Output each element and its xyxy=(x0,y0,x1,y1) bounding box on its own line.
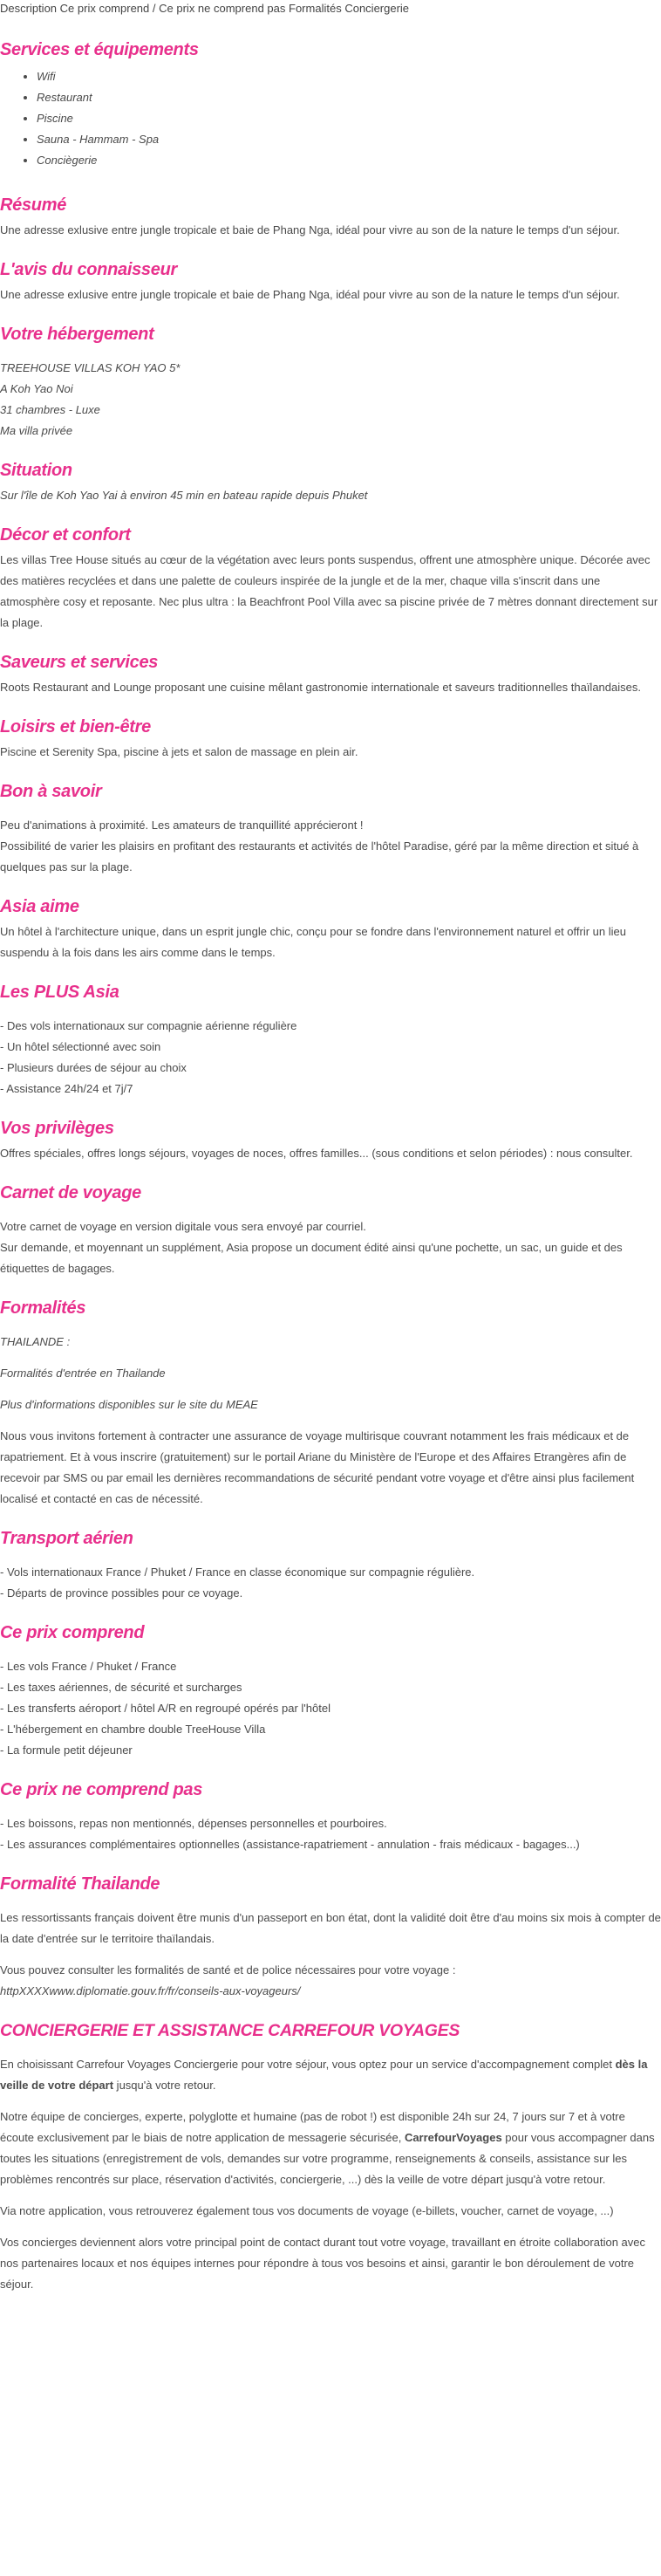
service-item: • Sauna - Hammam - Spa xyxy=(37,129,661,150)
service-item: • Restaurant xyxy=(37,87,661,108)
conciergerie-app-name: CarrefourVoyages xyxy=(404,2131,502,2144)
transport-item: - Départs de province possibles pour ce voyage. xyxy=(0,1586,243,1600)
plus-item: - Plusieurs durées de séjour au choix xyxy=(0,1061,187,1074)
avis-text: Une adresse exlusive entre jungle tropicale et baie de Phang Nga, idéal pour vivre au son de la nature le temps d'un séjour. xyxy=(0,288,620,301)
bon-a-savoir-line: Peu d'animations à proximité. Les amateurs de tranquillité apprécieront ! xyxy=(0,819,364,832)
asia-aime-text: Un hôtel à l'architecture unique, dans un esprit jungle chic, conçu pour se fondre dans l'environnement naturel et offrir un lieu suspendu à la fois dans les airs comme dans le temps. xyxy=(0,925,626,959)
service-item: • Piscine xyxy=(37,108,661,129)
tab-separator: / xyxy=(152,2,156,15)
plus-item: - Assistance 24h/24 et 7j/7 xyxy=(0,1082,133,1095)
comprend-item: - Les taxes aériennes, de sécurité et surcharges xyxy=(0,1681,242,1694)
resume-text: Une adresse exlusive entre jungle tropicale et baie de Phang Nga, idéal pour vivre au son de la nature le temps d'un séjour. xyxy=(0,223,620,236)
conciergerie-p4: Vos concierges deviennent alors votre principal point de contact durant tout votre voyage, travaillant en étroite collaboration avec nos partenaires locaux et nos équipes internes pour répondre à tous vos besoins et ainsi, garantir le bon déroulement de votre séjour. xyxy=(0,2236,645,2291)
formalite-thailande-text: Les ressortissants français doivent être munis d'un passeport en bon état, dont la validité doit être d'au moins six mois à compter de la date d'entrée sur le territoire thaïlandais. xyxy=(0,1911,661,1945)
tab-ce-prix-ne-comprend-pas[interactable]: Ce prix ne comprend pas xyxy=(159,2,286,15)
tab-ce-prix-comprend[interactable]: Ce prix comprend xyxy=(59,2,150,15)
conciergerie-p2-text: Notre équipe de concierges, experte, polyglotte et humaine (pas de robot !) est disponible 24h sur 24, 7 jours sur 7 et à votre écoute exclusivement par le biais de notre application de messagerie sécurisée, xyxy=(0,2110,625,2144)
formalites-info-link[interactable]: Plus d'informations disponibles sur le site du MEAE xyxy=(0,1398,258,1411)
hebergement-title: Votre hébergement xyxy=(0,325,154,344)
comprend-title: Ce prix comprend xyxy=(0,1623,145,1642)
formalites-entry-link[interactable]: Formalités d'entrée en Thailande xyxy=(0,1367,166,1380)
conciergerie-p1-text: En choisissant Carrefour Voyages Conciergerie pour votre séjour, vous optez pour un service d'accompagnement complet xyxy=(0,2058,616,2071)
conciergerie-p2-end: pour vous accompagner dans toutes les situations (enregistrement de vols, demandes sur votre programme, renseignements & conseils, assistance sur les problèmes rencontrés sur place, réservation d'activités, conciergerie, ...) dès la veille de votre départ jusqu'à votre retour. xyxy=(0,2131,655,2186)
conciergerie-p2 xyxy=(0,2107,661,2190)
comprend-item: - La formule petit déjeuner xyxy=(0,1744,133,1757)
transport-title: Transport aérien xyxy=(0,1529,133,1548)
carnet-title: Carnet de voyage xyxy=(0,1183,141,1202)
asia-aime-title: Asia aime xyxy=(0,897,79,916)
transport-item: - Vols internationaux France / Phuket / France en classe économique sur compagnie régulière. xyxy=(0,1565,475,1579)
conciergerie-p3: Via notre application, vous retrouverez également tous vos documents de voyage (e-billets, voucher, carnet de voyage, ...) xyxy=(0,2204,614,2217)
services-list xyxy=(0,66,661,171)
privileges-text: Offres spéciales, offres longs séjours, voyages de noces, offres familles... (sous conditions et selon périodes) : nous consulter. xyxy=(0,1147,633,1160)
ne-comprend-item: - Les boissons, repas non mentionnés, dépenses personnelles et pourboires. xyxy=(0,1817,387,1830)
formalite-thailande-consult: Vous pouvez consulter les formalités de santé et de police nécessaires pour votre voyage : xyxy=(0,1963,456,1977)
avis-title: L'avis du connaisseur xyxy=(0,260,177,279)
service-item: • Wifi xyxy=(37,66,661,87)
resume-title: Résumé xyxy=(0,195,67,215)
carnet-line: Votre carnet de voyage en version digitale vous sera envoyé par courriel. xyxy=(0,1220,366,1233)
conciergerie-title: CONCIERGERIE ET ASSISTANCE CARREFOUR VOYAGES xyxy=(0,2021,460,2040)
loisirs-title: Loisirs et bien-être xyxy=(0,717,151,736)
saveurs-title: Saveurs et services xyxy=(0,653,159,672)
hotel-name: TREEHOUSE VILLAS KOH YAO 5* xyxy=(0,361,181,374)
decor-text: Les villas Tree House situés au cœur de la végétation avec leurs ponts suspendus, offrent une atmosphère unique. Décorée avec des matières recyclées et dans une palette de couleurs inspirée de la jungle et de la mer, chaque villa s'inscrit dans une atmosphère cosy et reposante. Nec plus ultra : la Beachfront Pool Villa avec sa piscine privée de 7 mètres donnant directement sur la plage. xyxy=(0,553,658,629)
hotel-location: A Koh Yao Noi xyxy=(0,382,73,395)
bon-a-savoir-title: Bon à savoir xyxy=(0,782,102,801)
comprend-item: - Les vols France / Phuket / France xyxy=(0,1660,177,1673)
formalites-text: Nous vous invitons fortement à contracter une assurance de voyage multirisque couvrant notamment les frais médicaux et de rapatriement. Et à vous inscrire (gratuitement) sur le portail Ariane du Ministère de l'Europe et des Affaires Etrangères afin de recevoir par SMS ou par email les dernières recommandations de sécurité pendant votre voyage et d'être ainsi plus facilement localisé et contacté en cas de nécessité. xyxy=(0,1429,635,1505)
tab-bar xyxy=(0,0,661,17)
plus-item: - Des vols internationaux sur compagnie aérienne régulière xyxy=(0,1019,297,1032)
comprend-item: - Les transferts aéroport / hôtel A/R en regroupé opérés par l'hôtel xyxy=(0,1702,330,1715)
decor-title: Décor et confort xyxy=(0,525,131,545)
bon-a-savoir-line: Possibilité de varier les plaisirs en profitant des restaurants et activités de l'hôtel Paradise, géré par la même direction et situé à quelques pas sur la plage. xyxy=(0,839,639,874)
privileges-title: Vos privilèges xyxy=(0,1119,114,1138)
tab-formalites[interactable]: Formalités xyxy=(289,2,342,15)
formalites-country: THAILANDE : xyxy=(0,1335,71,1348)
conciergerie-p1-bold: dès la veille de votre départ xyxy=(0,2058,648,2092)
tab-conciergerie[interactable]: Conciergerie xyxy=(344,2,410,15)
hotel-rooms: 31 chambres - Luxe xyxy=(0,403,100,416)
comprend-item: - L'hébergement en chambre double TreeHouse Villa xyxy=(0,1723,266,1736)
formalites-title: Formalités xyxy=(0,1298,86,1318)
carnet-line: Sur demande, et moyennant un supplément, Asia propose un document édité ainsi qu'une pochette, un sac, un guide et des étiquettes de bagages. xyxy=(0,1241,623,1275)
loisirs-text: Piscine et Serenity Spa, piscine à jets et salon de massage en plein air. xyxy=(0,745,358,758)
hotel-villa: Ma villa privée xyxy=(0,424,73,437)
conciergerie-p1 xyxy=(0,2054,661,2096)
diplomatie-link[interactable]: httpXXXXwww.diplomatie.gouv.fr/fr/conseils-aux-voyageurs/ xyxy=(0,1984,301,1997)
situation-title: Situation xyxy=(0,461,72,480)
conciergerie-p1-end: jusqu'à votre retour. xyxy=(113,2079,216,2092)
saveurs-text: Roots Restaurant and Lounge proposant une cuisine mêlant gastronomie internationale et saveurs traditionnelles thaïlandaises. xyxy=(0,681,641,694)
formalite-thailande-title: Formalité Thailande xyxy=(0,1874,160,1894)
situation-text: Sur l'île de Koh Yao Yai à environ 45 min en bateau rapide depuis Phuket xyxy=(0,489,368,502)
plus-item: - Un hôtel sélectionné avec soin xyxy=(0,1040,161,1053)
services-title: Services et équipements xyxy=(0,40,199,59)
ne-comprend-title: Ce prix ne comprend pas xyxy=(0,1780,203,1799)
service-item: • Conciègerie xyxy=(37,150,661,171)
plus-asia-title: Les PLUS Asia xyxy=(0,983,119,1002)
ne-comprend-item: - Les assurances complémentaires optionnelles (assistance-rapatriement - annulation - frais médicaux - bagages...) xyxy=(0,1838,580,1851)
tab-description[interactable]: Description xyxy=(0,2,58,15)
